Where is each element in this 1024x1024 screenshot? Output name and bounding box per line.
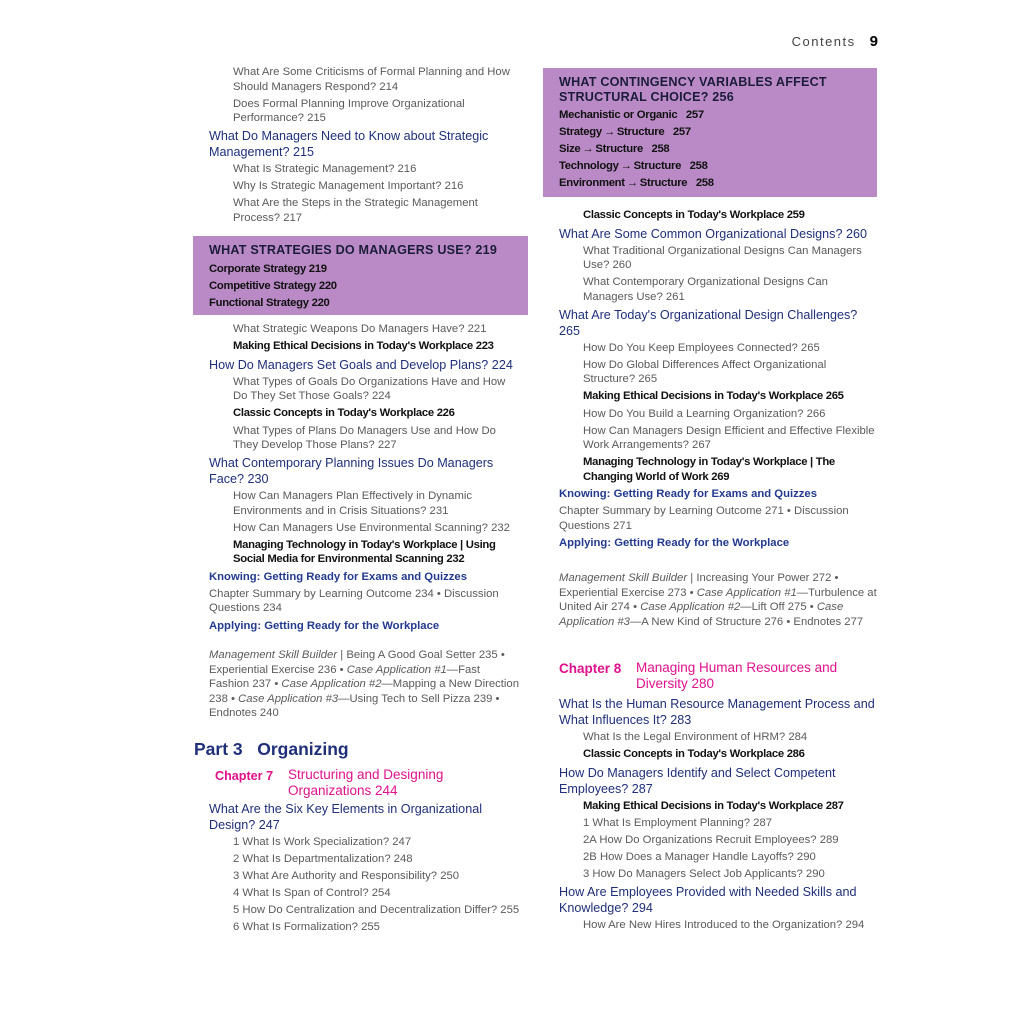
toc-subsection-entry[interactable]: How Can Managers Plan Effectively in Dynamic Environments and in Crisis Situations? 231 xyxy=(233,490,473,517)
end-matter-text: Chapter Summary by Learning Outcome 234 • Discussion Questions 234 xyxy=(209,587,499,614)
toc-subsection-entry[interactable]: 2A How Do Organizations Recruit Employees? 289 xyxy=(583,834,839,846)
page-number: 9 xyxy=(869,33,878,50)
toc-subsection-entry[interactable]: What Are the Steps in the Strategic Management Process? 217 xyxy=(233,197,478,224)
toc-subsection-entry[interactable]: What Strategic Weapons Do Managers Have? 221 xyxy=(233,323,487,335)
toc-subsection-entry[interactable]: 3 How Do Managers Select Job Applicants? 290 xyxy=(583,868,825,880)
strategies-box-heading: WHAT STRATEGIES DO MANAGERS USE? 219 xyxy=(209,243,498,257)
applying-text: —Fast Fashion 237 • xyxy=(209,663,481,690)
contingency-box-item[interactable] xyxy=(559,175,863,192)
toc-subsection-entry[interactable]: 2B How Does a Manager Handle Layoffs? 290 xyxy=(583,851,816,863)
toc-subsection-entry[interactable]: How Do You Build a Learning Organization? 266 xyxy=(583,407,826,420)
right-applying-details xyxy=(559,571,877,629)
left-column-top xyxy=(209,65,521,228)
toc-subsection-entry[interactable]: What Are Some Criticisms of Formal Planning and How Should Managers Respond? 214 xyxy=(233,66,510,93)
toc-subsection-entry[interactable]: 1 What Is Work Specialization? 247 xyxy=(233,836,412,848)
case-application-label: Case Application #3 xyxy=(559,601,844,628)
applying-text: —Mapping a New Direction 238 • xyxy=(209,678,519,705)
feature-entry[interactable]: Classic Concepts in Today's Workplace 259 xyxy=(583,209,805,221)
part-label: Part 3 xyxy=(194,739,243,759)
skill-builder-label: Management Skill Builder xyxy=(559,572,688,584)
applying-text: —Using Tech to Sell Pizza 239 • Endnotes 240 xyxy=(209,692,500,719)
contingency-box-items xyxy=(559,107,863,192)
feature-entry[interactable]: Making Ethical Decisions in Today's Workplace 265 xyxy=(583,390,844,402)
chapter-title: Structuring and Designing Organizations 244 xyxy=(288,767,444,798)
toc-section-entry[interactable]: What Is the Human Resource Management Process and What Influences It? 283 xyxy=(559,697,875,727)
contingency-variable: Strategy xyxy=(559,126,602,138)
toc-section-entry[interactable]: How Do Managers Set Goals and Develop Plans? 224 xyxy=(209,357,513,372)
toc-section-entry[interactable]: What Contemporary Planning Issues Do Managers Face? 230 xyxy=(209,456,494,486)
toc-subsection-entry[interactable]: Why Is Strategic Management Important? 216 xyxy=(233,180,464,192)
applying-text: —Turbulence at United Air 274 • xyxy=(559,586,877,613)
running-head-label: Contents xyxy=(791,34,856,49)
chapter-label: Chapter 8 xyxy=(559,661,622,676)
toc-subsection-entry[interactable]: What Types of Plans Do Managers Use and How Do They Develop Those Plans? 227 xyxy=(233,424,496,451)
skill-builder-label: Management Skill Builder xyxy=(209,649,338,661)
arrow-right-icon: → xyxy=(626,177,638,189)
feature-entry[interactable]: Making Ethical Decisions in Today's Workplace 287 xyxy=(583,799,844,812)
end-matter-heading[interactable]: Applying: Getting Ready for the Workplace xyxy=(559,537,790,549)
left-applying-details xyxy=(209,648,521,721)
strategies-box-item[interactable]: Functional Strategy 220 xyxy=(209,296,330,309)
chapter-7-heading[interactable] xyxy=(215,767,515,799)
toc-subsection-entry[interactable]: 2 What Is Departmentalization? 248 xyxy=(233,853,413,865)
toc-subsection-entry[interactable]: How Are New Hires Introduced to the Organization? 294 xyxy=(583,919,865,931)
chapter-title: Managing Human Resources and Diversity 280 xyxy=(636,660,838,691)
arrow-right-icon: → xyxy=(582,143,594,155)
end-matter-heading[interactable]: Applying: Getting Ready for the Workplace xyxy=(209,619,440,632)
case-application-label: Case Application #1 xyxy=(346,663,447,676)
strategies-box-item[interactable]: Corporate Strategy 219 xyxy=(209,262,327,275)
feature-entry[interactable]: Managing Technology in Today's Workplace | The Changing World of Work 269 xyxy=(583,456,835,483)
toc-subsection-entry[interactable]: What Is the Legal Environment of HRM? 284 xyxy=(583,731,808,743)
contingency-box-item[interactable] xyxy=(559,141,863,158)
page-ref: 258 xyxy=(689,160,708,172)
right-column-top xyxy=(559,208,877,553)
applying-text: —Lift Off 275 • xyxy=(740,601,817,613)
feature-entry[interactable]: Making Ethical Decisions in Today's Workplace 223 xyxy=(233,340,494,352)
contingency-box-item[interactable] xyxy=(559,124,863,141)
toc-subsection-entry[interactable]: How Do You Keep Employees Connected? 265 xyxy=(583,341,820,354)
contingency-target: Structure xyxy=(633,160,682,172)
toc-section-entry[interactable]: What Are Some Common Organizational Designs? 260 xyxy=(559,226,867,241)
page-ref: 258 xyxy=(695,177,714,189)
toc-subsection-entry[interactable]: What Is Strategic Management? 216 xyxy=(233,163,417,175)
toc-subsection-entry[interactable]: 1 What Is Employment Planning? 287 xyxy=(583,817,773,829)
contingency-variable: Technology xyxy=(559,160,619,172)
toc-section-entry[interactable]: How Are Employees Provided with Needed Skills and Knowledge? 294 xyxy=(559,885,857,915)
contingency-box xyxy=(543,68,877,197)
toc-subsection-entry[interactable]: 5 How Do Centralization and Decentralization Differ? 255 xyxy=(233,904,520,916)
case-application-label: Case Application #1 xyxy=(696,586,797,599)
contingency-target: Structure xyxy=(639,177,688,189)
toc-section-entry[interactable]: What Are the Six Key Elements in Organizational Design? 247 xyxy=(209,802,482,832)
part-title: Organizing xyxy=(257,739,349,759)
chapter-label: Chapter 7 xyxy=(215,769,274,783)
contingency-box-item[interactable] xyxy=(559,107,863,124)
arrow-right-icon: → xyxy=(620,160,632,172)
toc-section-entry[interactable]: What Are Today's Organizational Design Challenges? 265 xyxy=(559,307,858,338)
contingency-variable: Mechanistic or Organic xyxy=(559,109,678,121)
chapter-8-heading[interactable] xyxy=(559,660,859,692)
case-application-label: Case Application #3 xyxy=(238,692,339,705)
end-matter-text: Chapter Summary by Learning Outcome 271 • Discussion Questions 271 xyxy=(559,505,849,532)
contingency-box-heading: WHAT CONTINGENCY VARIABLES AFFECT STRUCTURAL CHOICE? 256 xyxy=(559,75,827,104)
running-head xyxy=(792,33,878,50)
contingency-target: Structure xyxy=(616,126,665,138)
toc-subsection-entry[interactable]: 3 What Are Authority and Responsibility? 250 xyxy=(233,870,460,882)
feature-entry[interactable]: Classic Concepts in Today's Workplace 286 xyxy=(583,748,805,760)
strategies-box xyxy=(193,236,528,315)
page-ref: 257 xyxy=(685,109,704,121)
strategies-box-item[interactable]: Competitive Strategy 220 xyxy=(209,279,337,292)
left-column-middle xyxy=(209,322,521,636)
toc-section-entry[interactable]: How Do Managers Identify and Select Competent Employees? 287 xyxy=(559,765,836,796)
toc-subsection-entry[interactable]: How Can Managers Design Efficient and Effective Flexible Work Arrangements? 267 xyxy=(583,424,875,451)
applying-text: | Being A Good Goal Setter 235 • Experiential Exercise 236 • xyxy=(209,649,505,676)
page-ref: 258 xyxy=(651,143,670,155)
feature-entry[interactable]: Managing Technology in Today's Workplace | Using Social Media for Environmental Scanning 232 xyxy=(233,538,496,565)
left-column-bottom xyxy=(209,801,521,937)
toc-subsection-entry[interactable]: How Do Global Differences Affect Organizational Structure? 265 xyxy=(583,358,827,385)
case-application-label: Case Application #2 xyxy=(640,601,741,613)
toc-subsection-entry[interactable]: Does Formal Planning Improve Organizational Performance? 215 xyxy=(233,97,465,124)
contingency-target: Structure xyxy=(595,143,643,155)
end-matter-heading[interactable]: Knowing: Getting Ready for Exams and Quizzes xyxy=(559,488,817,500)
toc-subsection-entry[interactable]: How Can Managers Use Environmental Scanning? 232 xyxy=(233,521,510,534)
toc-subsection-entry[interactable]: What Types of Goals Do Organizations Have and How Do They Set Those Goals? 224 xyxy=(233,375,506,402)
contingency-variable: Environment xyxy=(559,177,625,189)
contingency-variable: Size xyxy=(559,143,581,155)
applying-text: —A New Kind of Structure 276 • Endnotes 277 xyxy=(629,615,864,628)
toc-section-entry[interactable]: What Do Managers Need to Know about Strategic Management? 215 xyxy=(209,129,489,159)
case-application-label: Case Application #2 xyxy=(281,678,382,690)
toc-subsection-entry[interactable]: 6 What Is Formalization? 255 xyxy=(233,921,380,933)
toc-subsection-entry[interactable]: What Contemporary Organizational Designs Can Managers Use? 261 xyxy=(583,276,828,303)
right-column-bottom xyxy=(559,696,877,935)
toc-subsection-entry[interactable]: 4 What Is Span of Control? 254 xyxy=(233,887,391,899)
toc-subsection-entry[interactable]: What Traditional Organizational Designs Can Managers Use? 260 xyxy=(583,244,862,271)
applying-text: | Increasing Your Power 272 • Experiential Exercise 273 • xyxy=(559,572,839,599)
contingency-box-item[interactable] xyxy=(559,158,863,175)
end-matter-heading[interactable]: Knowing: Getting Ready for Exams and Quizzes xyxy=(209,570,467,583)
part-heading xyxy=(194,739,349,760)
arrow-right-icon: → xyxy=(603,126,615,138)
page-ref: 257 xyxy=(672,126,691,138)
feature-entry[interactable]: Classic Concepts in Today's Workplace 226 xyxy=(233,407,455,419)
